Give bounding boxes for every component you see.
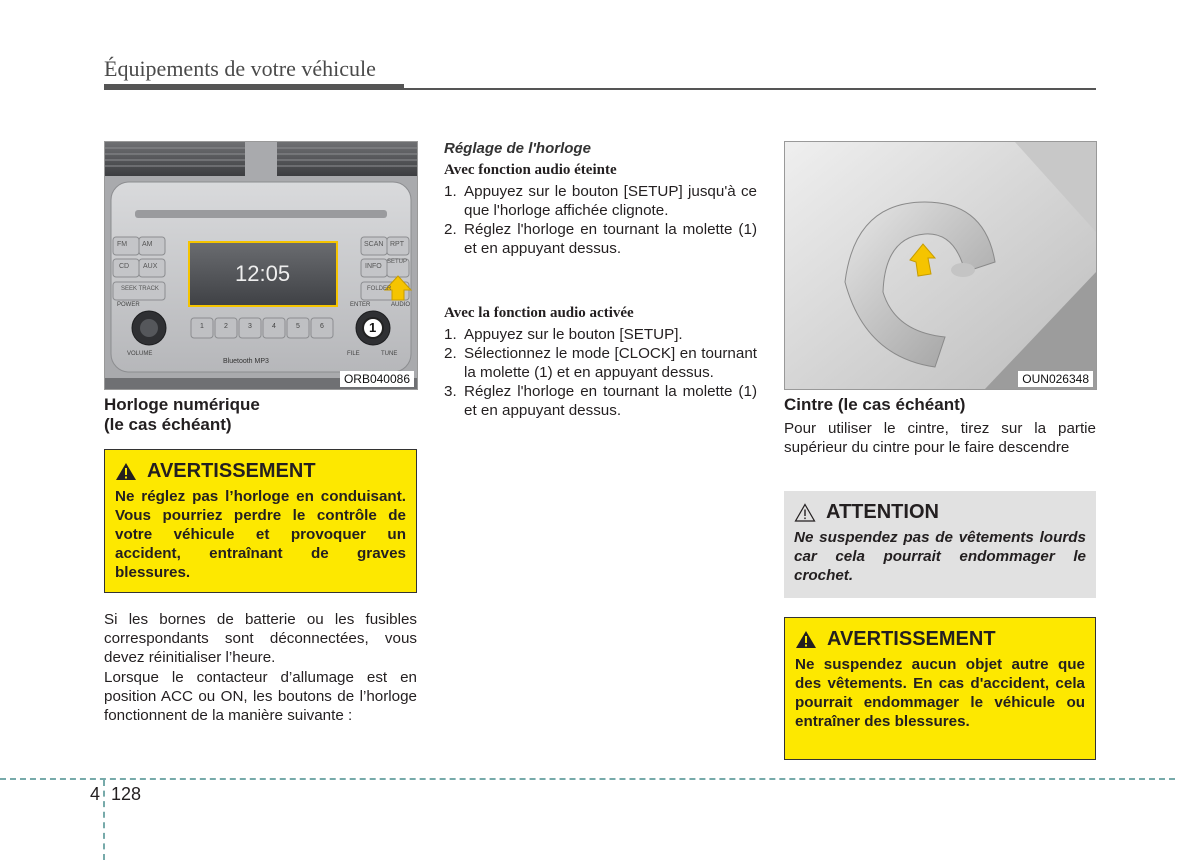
clock-time: 12:05	[235, 261, 291, 286]
warning-title-row	[115, 460, 406, 483]
list-item-text: Réglez l'horloge en tournant la molette (1) et en appuyant dessus.	[464, 383, 757, 419]
attention-title-row	[794, 501, 1086, 524]
hanger-illustration	[785, 142, 1096, 389]
chapter-number: 4	[90, 784, 101, 804]
list-item-text: Appuyez sur le bouton [SETUP].	[464, 326, 683, 343]
radio-label-setup: SETUP	[387, 259, 408, 265]
subtitle: Réglage de l'horloge	[444, 140, 591, 157]
list-item	[444, 182, 757, 220]
radio-label-scan: SCAN	[364, 241, 384, 248]
radio-preset-4: 4	[272, 323, 276, 330]
list-item-number: 2.	[444, 345, 457, 362]
warning-title: AVERTISSEMENT	[147, 460, 316, 482]
radio-label-volume: VOLUME	[127, 351, 153, 357]
radio-brand: Bluetooth MP3	[223, 358, 269, 365]
header-rule-thin	[404, 88, 1096, 90]
radio-label-fm: FM	[117, 241, 128, 248]
list-item-text: Appuyez sur le bouton [SETUP] jusqu'à ce que l'horloge affichée clignote.	[464, 183, 757, 219]
radio-label-tune: TUNE	[381, 351, 398, 357]
list-item	[444, 220, 757, 258]
warning-triangle-icon	[115, 462, 137, 481]
radio-label-audio: AUDIO	[391, 302, 411, 308]
list-item	[444, 325, 757, 344]
page-number: 128	[111, 784, 142, 804]
hanger-paragraph: Pour utiliser le cintre, tirez sur la partie supérieur du cintre pour le faire descendre	[784, 420, 1096, 456]
radio-label-info: INFO	[365, 263, 382, 270]
radio-photo	[104, 141, 418, 390]
radio-label-folder: FOLDER	[367, 286, 392, 292]
warning-text: Ne suspendez aucun objet autre que des vêtements. En cas d'accident, cela pourrait endommager le véhicule ou entraîner des blessures.	[795, 656, 1085, 730]
list-item	[444, 344, 757, 382]
list-item-number: 1.	[444, 183, 457, 200]
warning-box	[104, 449, 417, 593]
radio-label-am: AM	[142, 241, 153, 248]
radio-label-enter: ENTER	[350, 302, 371, 308]
warning-title: AVERTISSEMENT	[827, 628, 996, 650]
section-heading	[104, 395, 416, 435]
section2-title: Avec la fonction audio activée	[444, 305, 634, 321]
image-label: OUN026348	[1018, 371, 1093, 387]
heading-line-2: (le cas échéant)	[104, 415, 232, 434]
hanger-heading: Cintre (le cas échéant)	[784, 395, 966, 414]
section2-list	[444, 325, 757, 420]
warning-box-hanger	[784, 617, 1096, 760]
caution-triangle-icon	[794, 503, 816, 522]
list-item-text: Réglez l'horloge en tournant la molette (1) et en appuyant dessus.	[464, 221, 757, 257]
warning-title-row	[795, 628, 1085, 651]
section1-list	[444, 182, 757, 258]
radio-label-rpt: RPT	[390, 241, 404, 248]
list-item-number: 2.	[444, 221, 457, 238]
section1-title: Avec fonction audio éteinte	[444, 162, 617, 178]
radio-preset-2: 2	[224, 323, 228, 330]
footer-rule	[0, 778, 1175, 780]
heading-line-1: Horloge numérique	[104, 395, 260, 414]
page-header-title: Équipements de votre véhicule	[104, 56, 376, 81]
radio-label-seek: SEEK TRACK	[121, 286, 159, 292]
radio-label-aux: AUX	[143, 263, 158, 270]
list-item-number: 3.	[444, 383, 457, 400]
radio-label-cd: CD	[119, 263, 130, 270]
radio-label-file: FILE	[347, 351, 360, 357]
radio-preset-5: 5	[296, 323, 300, 330]
paragraph-battery: Si les bornes de batterie ou les fusibles correspondants sont déconnectées, vous devez réinitialiser l’heure.	[104, 611, 417, 666]
list-item-text: Sélectionnez le mode [CLOCK] en tournant la molette (1) et en appuyant dessus.	[464, 345, 757, 381]
radio-preset-3: 3	[248, 323, 252, 330]
hanger-photo	[784, 141, 1097, 390]
attention-text: Ne suspendez pas de vêtements lourds car cela pourrait endommager le crochet.	[794, 529, 1086, 584]
list-item	[444, 382, 757, 420]
footer-divider	[103, 780, 105, 860]
warning-triangle-icon	[795, 630, 817, 649]
list-item-number: 1.	[444, 326, 457, 343]
knob-marker: 1	[369, 320, 377, 335]
image-label: ORB040086	[340, 371, 414, 387]
attention-title: ATTENTION	[826, 501, 939, 523]
warning-text: Ne réglez pas l’horloge en conduisant. Vous pourriez perdre le contrôle de votre véhicule et provoquer un accident, entraînant de graves blessures.	[115, 488, 406, 581]
radio-preset-1: 1	[200, 323, 204, 330]
radio-label-power: POWER	[117, 302, 140, 308]
paragraph-ignition: Lorsque le contacteur d’allumage est en position ACC ou ON, les boutons de l’horloge fonctionnent de la manière suivante :	[104, 669, 417, 724]
header-rule-thick	[104, 84, 404, 90]
attention-box	[784, 491, 1096, 598]
radio-preset-6: 6	[320, 323, 324, 330]
